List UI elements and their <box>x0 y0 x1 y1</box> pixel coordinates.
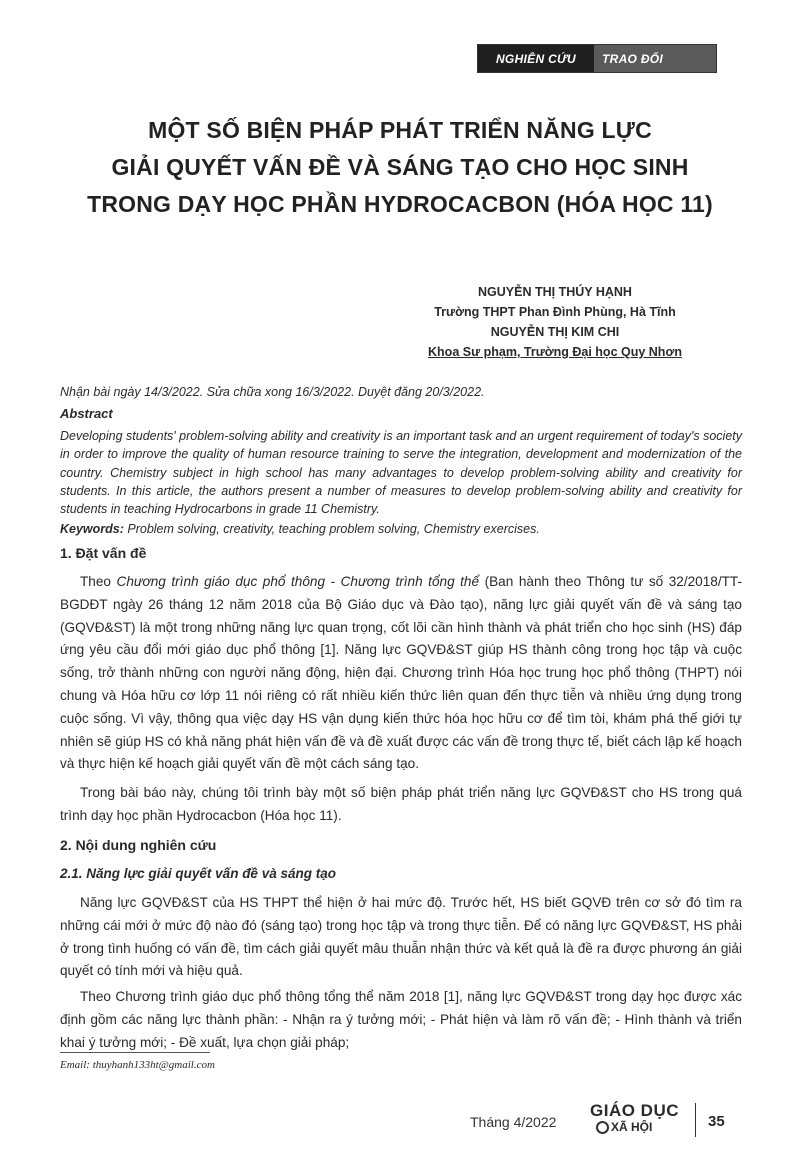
footer-divider <box>695 1103 696 1137</box>
page-number: 35 <box>708 1113 725 1130</box>
title-line-2: GIẢI QUYẾT VẤN ĐỀ VÀ SÁNG TẠO CHO HỌC SINH <box>111 154 689 180</box>
brand-line-2: XÃ HỘI <box>611 1120 653 1134</box>
subsection-2-1-heading: 2.1. Năng lực giải quyết vấn đề và sáng tạo <box>60 866 336 881</box>
s1p1-rest: (Ban hành theo Thông tư số 32/2018/TT-BGDĐT ngày 26 tháng 12 năm 2018 của Bộ Giáo dục và Đào tạo), năng lực giải quyết vấn đề và sáng tạo (GQVĐ&ST) là một trong những năng lực quan trọng, cốt lõi cần hình thành và phát triển cho học sinh (HS) đáp ứng yêu cầu đổi mới giáo dục phổ thông [1]. Năng lực GQVĐ&ST giúp HS thành công trong học tập và cuộc sống, trở thành những con người năng động, hiện đại. Chương trình Hóa học trung học phổ thông (THPT) nói chung và Hóa hữu cơ lớp 11 nói riêng có rất nhiều kiến thức liên quan đến thực tiễn và nhiều ứng dụng trong cuộc sống. Vì vậy, thông qua việc dạy HS vận dụng kiến thức hóa học hữu cơ để tìm tòi, khám phá thế giới tự nhiên sẽ giúp HS có khả năng phát hiện vấn đề và đề xuất được các vấn đề trong thực tế, biết cách lập kế hoạch và thực hiện kế hoạch giải quyết vấn đề một cách sáng tạo. <box>60 574 742 772</box>
s1p1-italic: Chương trình giáo dục phổ thông - Chương trình tổng thể <box>116 574 480 589</box>
section-1-paragraph-2: Trong bài báo này, chúng tôi trình bày một số biện pháp phát triển năng lực GQVĐ&ST cho HS trong quá trình dạy học phần Hydrocacbon (Hóa học 11). <box>60 785 742 823</box>
received-dates: Nhận bài ngày 14/3/2022. Sửa chữa xong 16/3/2022. Duyệt đăng 20/3/2022. <box>60 385 485 399</box>
footnote-rule <box>60 1052 210 1053</box>
keywords-text: Problem solving, creativity, teaching problem solving, Chemistry exercises. <box>123 522 540 536</box>
author-1: NGUYỄN THỊ THÚY HẠNH <box>478 285 632 299</box>
title-line-1: MỘT SỐ BIỆN PHÁP PHÁT TRIỂN NĂNG LỰC <box>148 117 652 143</box>
abstract-label: Abstract <box>60 406 113 421</box>
title-line-3: TRONG DẠY HỌC PHẦN HYDROCACBON (HÓA HỌC 11) <box>87 191 713 217</box>
header-left-label: NGHIÊN CỨU <box>478 45 594 72</box>
footnote-email: Email: thuyhanh133ht@gmail.com <box>60 1059 215 1071</box>
section-2-paragraph-2: Theo Chương trình giáo dục phổ thông tổng thể năm 2018 [1], năng lực GQVĐ&ST trong dạy học được xác định gồm các năng lực thành phần: - Nhận ra ý tưởng mới; - Phát hiện và làm rõ vấn đề; - Hình thành và triển khai ý tưởng mới; - Đề xuất, lựa chọn giải pháp; <box>60 989 742 1050</box>
section-1-paragraph-1 <box>60 571 742 776</box>
header-right-label: TRAO ĐỔI <box>594 45 716 72</box>
article-title <box>60 112 740 223</box>
affiliation-1: Trường THPT Phan Đình Phùng, Hà Tĩnh <box>434 305 676 319</box>
section-2-paragraph-1: Năng lực GQVĐ&ST của HS THPT thể hiện ở hai mức độ. Trước hết, HS biết GQVĐ trên cơ sở đó tìm ra những cái mới ở mức độ nào đó (sáng tạo) trong học tập và trong thực tiễn. Để có năng lực GQVĐ&ST, HS phải ở trong tình huống có vấn đề, tìm cách giải quyết mâu thuẫn nhận thức và kết quả là đề ra được phương án giải quyết có tính mới và hiệu quả. <box>60 895 742 979</box>
keywords-label: Keywords: <box>60 522 124 536</box>
footer-date: Tháng 4/2022 <box>470 1114 557 1130</box>
section-header-tab <box>477 44 717 73</box>
brand-line-2-wrap <box>590 1119 690 1135</box>
abstract-text: Developing students' problem-solving ability and creativity is an important task and an urgent requirement of today's society in order to improve the quality of human resource training to serve the integration, development and modernization of the country. Chemistry subject in high school has many advantages to develop problem-solving ability and creativity for students. In this article, the authors present a number of measures to develop problem-solving ability and creativity for students in teaching Hydrocarbons in grade 11 Chemistry. <box>60 429 742 517</box>
affiliation-2: Khoa Sư phạm, Trường Đại học Quy Nhơn <box>428 345 682 359</box>
keywords <box>60 522 742 536</box>
brand-line-1: GIÁO DỤC <box>590 1101 679 1120</box>
author-2: NGUYỄN THỊ KIM CHI <box>490 325 620 339</box>
section-1-heading: 1. Đặt vấn đề <box>60 545 147 561</box>
journal-brand <box>590 1103 690 1135</box>
author-block <box>390 282 720 362</box>
brand-ring-icon <box>596 1121 609 1134</box>
section-2-heading: 2. Nội dung nghiên cứu <box>60 837 217 853</box>
s1p1-start: Theo <box>80 574 117 589</box>
